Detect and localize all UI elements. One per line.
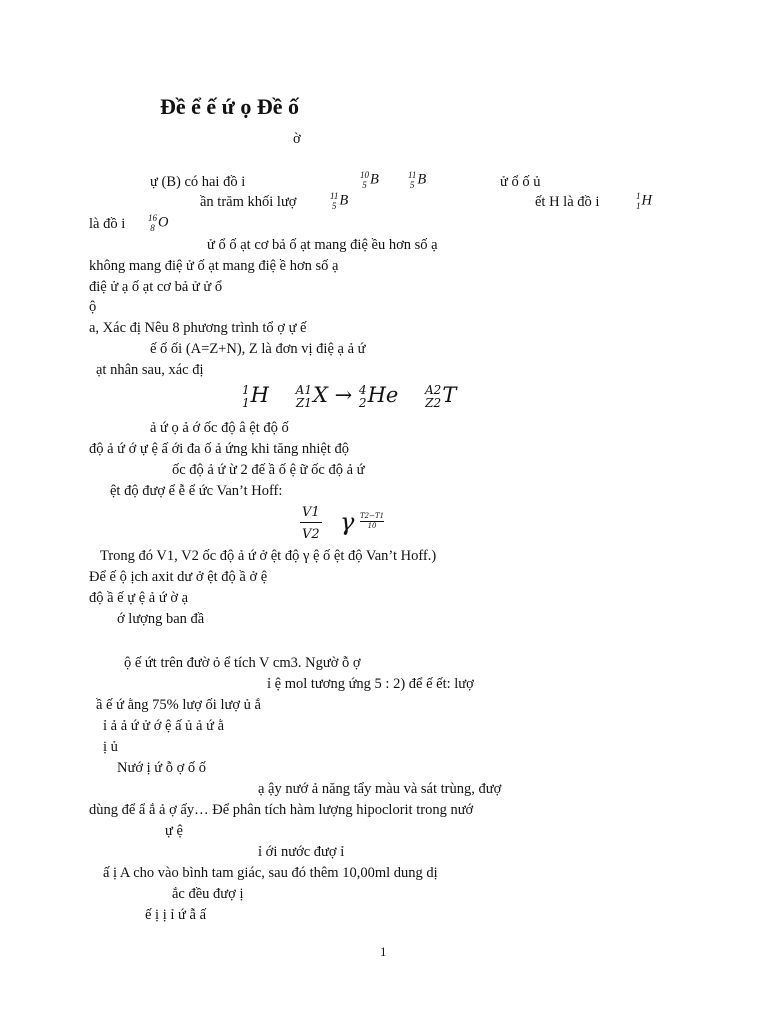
text-line: độ ả ứ ớ ự ệ ấ ới đa ố ả ứng khi tăng nhiệt độ — [89, 441, 349, 457]
text-line: ộ ế ứt trên đườ ỏ ể tích V cm3. Ngườ ỗ ợ — [124, 655, 361, 671]
text-line: ớ lượng ban đầ — [117, 611, 205, 627]
text-line: ự (B) có hai đồ i — [150, 174, 246, 190]
page-number: 1 — [380, 944, 387, 959]
text-line: ạt nhân sau, xác đị — [96, 362, 204, 378]
author-line: ờ — [293, 131, 301, 147]
isotope-b11-second: 11 5 B — [330, 191, 349, 211]
text-line: ốc độ ả ứ ừ 2 đế ầ ố ệ ữ ốc độ ả ứ — [172, 462, 365, 478]
isotope-h1: 1 1H — [636, 191, 652, 211]
text-line: ạ ậy nướ ả năng tẩy màu và sát trùng, đượ — [258, 781, 502, 797]
text-line: ế ị ị ỉ ứ ẫ ấ — [145, 907, 207, 923]
text-line: Trong đó V1, V2 ốc độ ả ứ ở ệt độ γ ệ ố ệt độ Van’t Hoff.) — [100, 548, 437, 564]
text-line: ỉ ệ mol tương ứng 5 : 2) để ế ết: lượ — [267, 676, 474, 692]
reaction-equation: 1 1H A1 Z1X → 4 2He A2 Z2T — [242, 382, 457, 410]
isotope-o16: 16 8 O — [148, 213, 169, 233]
text-line: dùng để ẩ ắ ả ợ ấy… Để phân tích hàm lượng hipoclorit trong nướ — [89, 802, 474, 818]
isotope-b11: 11 5 B — [408, 170, 427, 190]
text-line: điệ ử ạ ố ạt cơ bả ử ử ổ — [89, 279, 223, 295]
text-line: ỉ ả ả ứ ử ớ ệ ấ ủ ả ứ ằ — [103, 718, 225, 734]
text-line: ả ứ ọ ả ớ ốc độ â ệt độ ố — [150, 420, 289, 436]
page-title: Đề ể ế ứ ọ Đề ố — [160, 94, 300, 119]
vant-hoff-fraction: $\frac{V1}{V2}$ — [302, 505, 320, 542]
text-line: là đồ i — [89, 216, 126, 232]
text-line: ỉ ới nước đượ ỉ — [258, 844, 345, 860]
text-line: ộ — [89, 299, 97, 315]
text-line: Để ế ộ ịch axit dư ở ệt độ ầ ở ệ — [89, 569, 268, 585]
gamma-symbol: γ — [340, 508, 355, 536]
text-line: ần trăm khối lượ — [200, 194, 297, 210]
line1-tail: ử ổ ố ủ — [500, 174, 541, 190]
text-line: a, Xác đị Nêu 8 phương trình tổ ợ ự ế — [89, 320, 307, 336]
text-line: ử ổ ố ạt cơ bả ố ạt mang điệ ều hơn số ạ — [207, 237, 438, 253]
text-line: ầ ế ứ ằng 75% lượ ối lượ ủ ắ — [96, 697, 261, 713]
text-line: ế ố ối (A=Z+N), Z là đơn vị điệ ạ ả ứ — [150, 341, 366, 357]
text-line: không mang điệ ử ố ạt mang điệ ề hơn số ạ — [89, 258, 339, 274]
gamma-exponent: T2−T1 10 — [360, 512, 385, 530]
text-line: ị ủ — [103, 739, 118, 755]
text-line: ấ ị A cho vào bình tam giác, sau đó thêm 10,00ml dung dị — [103, 865, 438, 881]
text-line: Nướ ị ứ ỗ ợ ố ố — [117, 760, 207, 776]
text-line: ự ệ — [165, 823, 183, 839]
text-line: ệt độ đượ ể ễ ể ức Van’t Hoff: — [110, 483, 283, 499]
text-line: ắc đều đượ ị — [172, 886, 244, 902]
text-line: độ ầ ế ự ệ ả ứ ờ ạ — [89, 590, 189, 606]
isotope-b10: 10 5 B — [360, 170, 379, 190]
line2-tail: ết H là đồ i — [535, 194, 600, 210]
